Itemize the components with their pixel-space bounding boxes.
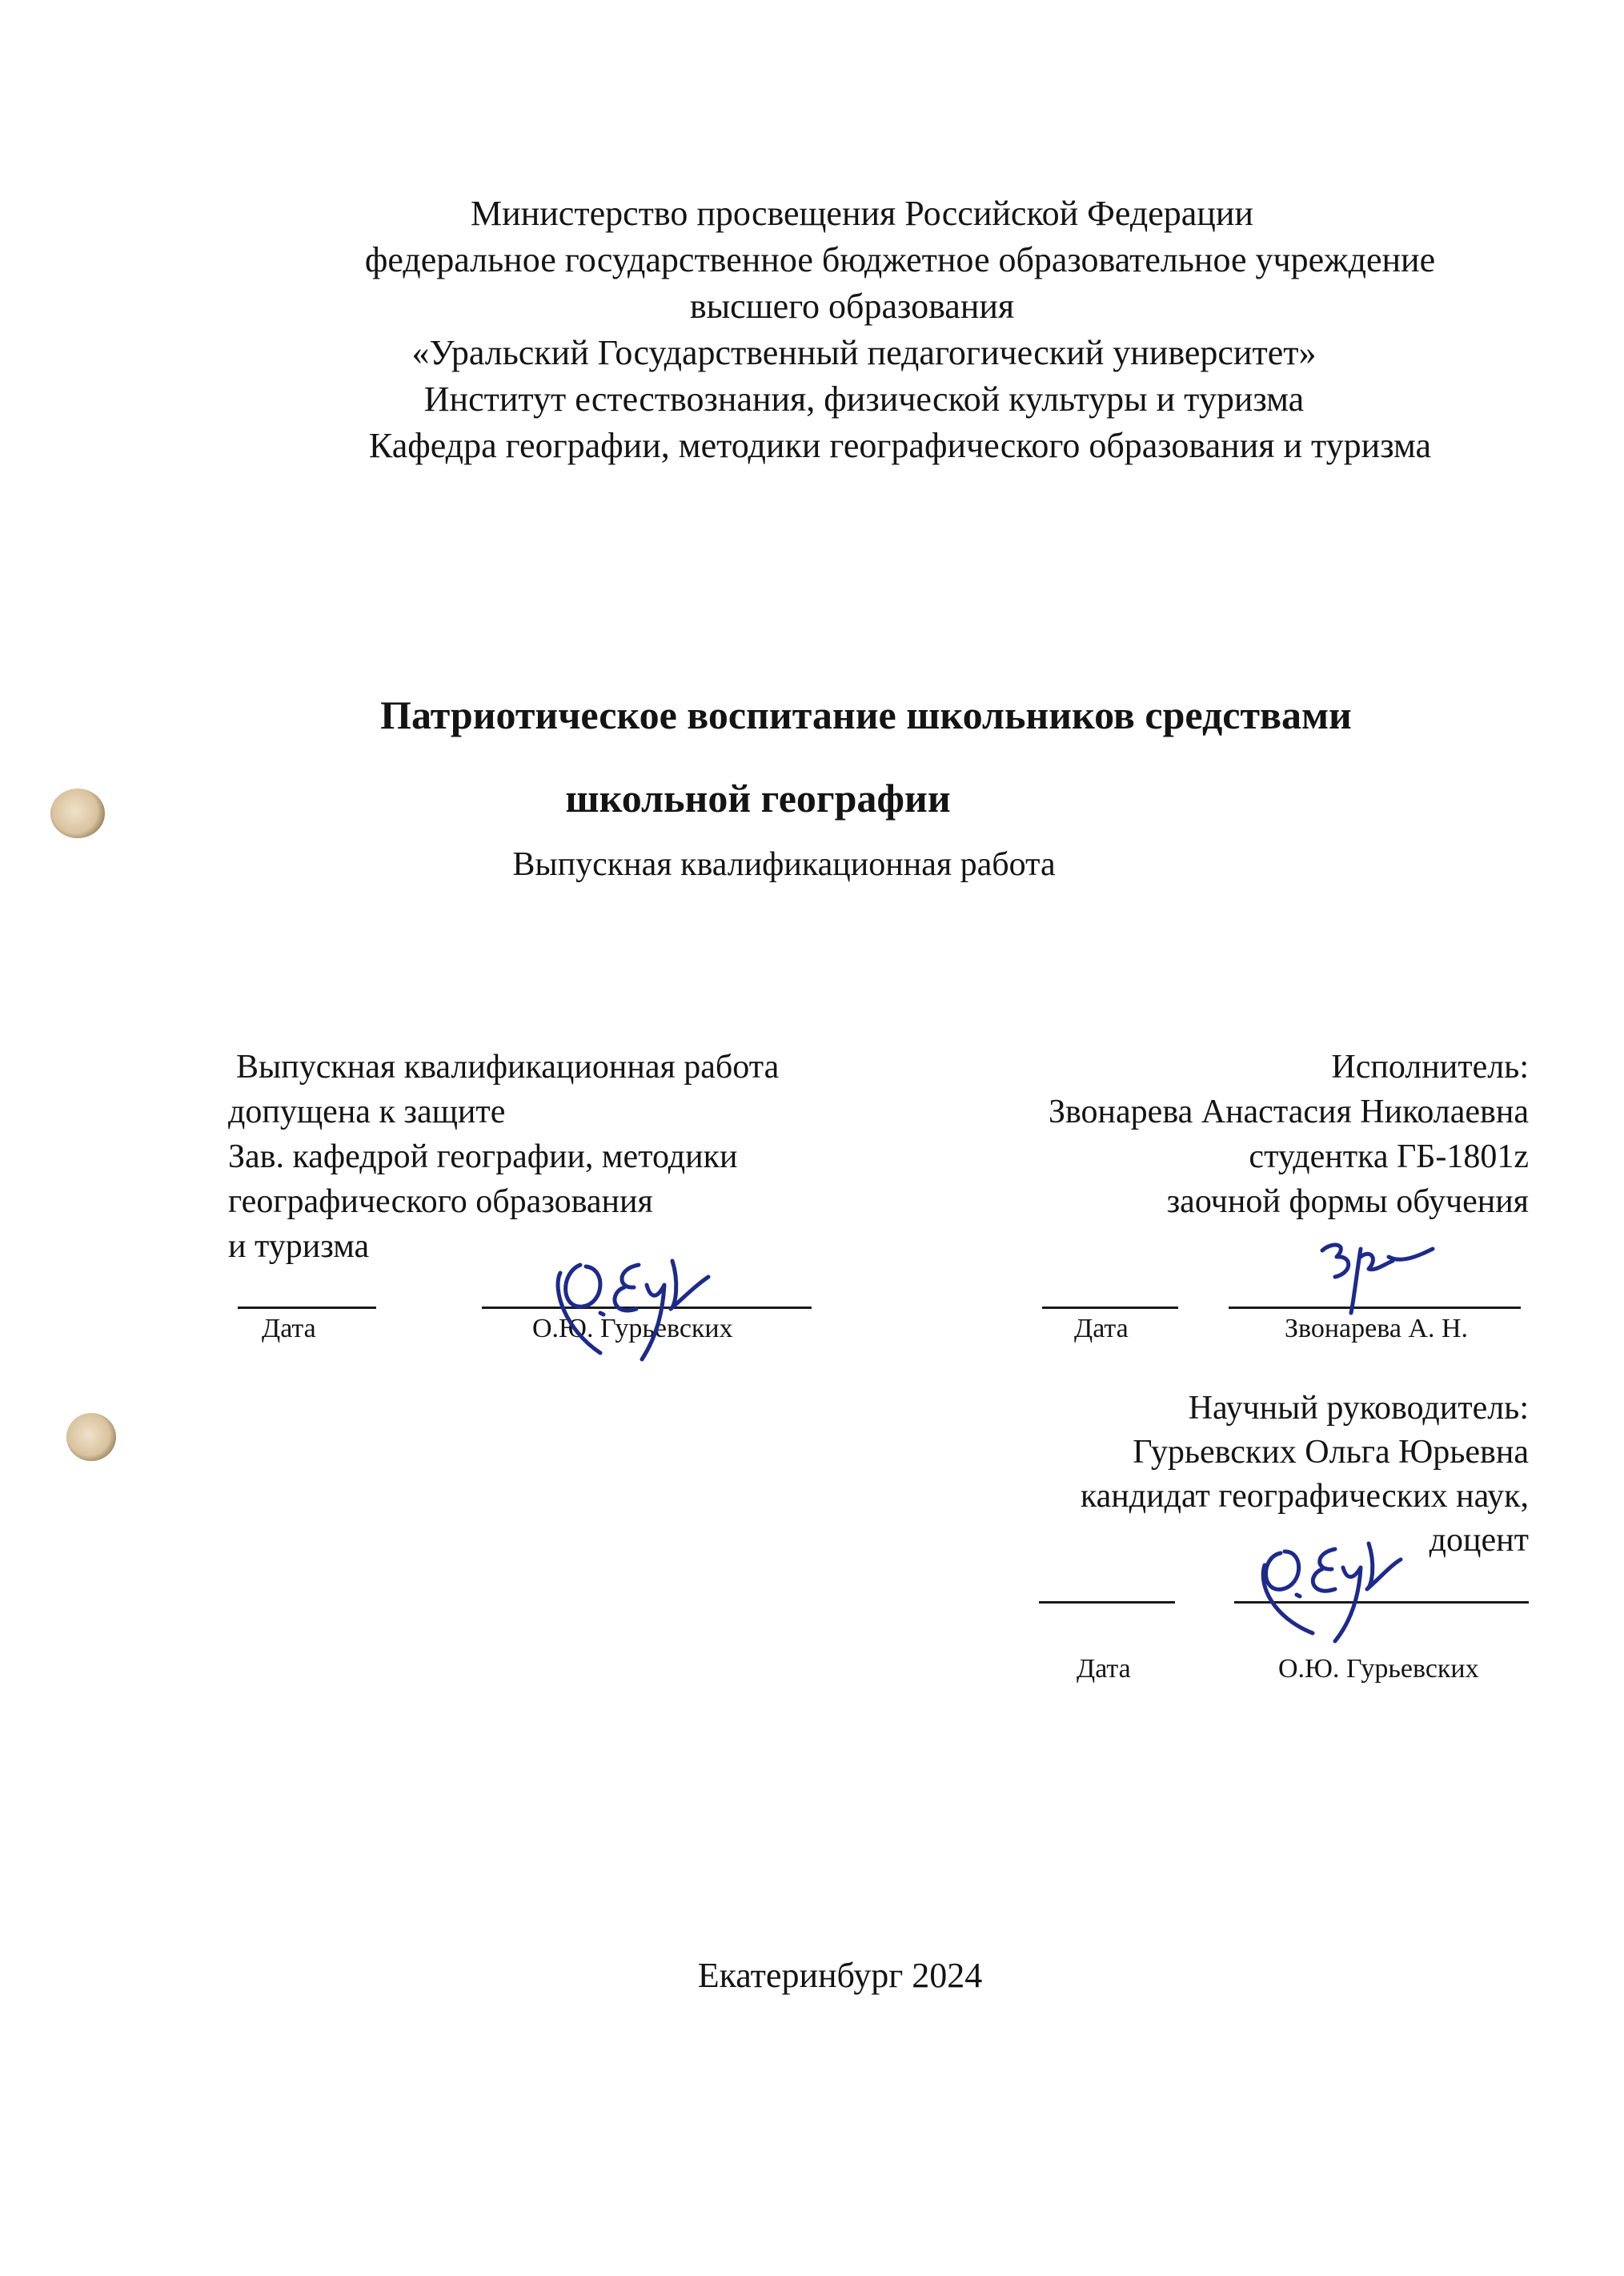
advisor-block	[848, 1387, 1529, 1563]
admission-line: Зав. кафедрой географии, методики	[228, 1138, 738, 1175]
executor-block	[848, 1045, 1529, 1224]
admission-line: допущена к защите	[228, 1094, 506, 1130]
executor-signature	[1313, 1233, 1449, 1321]
advisor-line: Научный руководитель:	[1188, 1390, 1529, 1427]
admission-signature	[544, 1241, 752, 1361]
thesis-title-line-2: школьной географии	[565, 776, 951, 821]
education-level-line: высшего образования	[689, 287, 1015, 326]
advisor-date-rule	[1039, 1601, 1175, 1604]
institute-line: Институт естествознания, физической культуры и туризма	[423, 379, 1305, 419]
executor-date-rule	[1042, 1307, 1178, 1309]
city-year	[0, 1953, 1624, 1998]
ministry-line: Министерство просвещения Российской Федерации	[471, 194, 1253, 233]
admission-line: и туризма	[228, 1228, 370, 1265]
admission-signer-caption: О.Ю. Гурьевских	[532, 1314, 733, 1343]
advisor-line: кандидат географических наук,	[1080, 1478, 1529, 1515]
thesis-title-line-1: Патриотическое воспитание школьников средствами	[380, 692, 1352, 737]
admission-block	[228, 1045, 779, 1269]
advisor-date-caption: Дата	[1077, 1654, 1131, 1684]
institution-header	[0, 191, 1624, 469]
admission-line: географического образования	[228, 1183, 653, 1220]
executor-line: заочной формы обучения	[1166, 1183, 1529, 1220]
advisor-line: Гурьевских Ольга Юрьевна	[1133, 1434, 1529, 1471]
institution-type-line: федеральное государственное бюджетное образовательное учреждение	[364, 240, 1436, 279]
admission-date-rule	[238, 1307, 376, 1309]
thesis-subtitle: Выпускная квалификационная работа	[512, 846, 1056, 883]
executor-date-caption: Дата	[1074, 1314, 1129, 1343]
advisor-signature	[1249, 1521, 1409, 1641]
executor-line: студентка ГБ-1801z	[1249, 1138, 1529, 1175]
punch-hole-bottom	[66, 1413, 116, 1461]
university-line: «Уральский Государственный педагогический университет»	[411, 333, 1317, 372]
department-line: Кафедра географии, методики географического образования и туризма	[368, 426, 1432, 465]
executor-line: Исполнитель:	[1331, 1049, 1529, 1086]
advisor-signer-caption: О.Ю. Гурьевских	[1278, 1654, 1479, 1684]
executor-line: Звонарева Анастасия Николаевна	[1048, 1094, 1529, 1130]
thesis-title-block	[0, 688, 1624, 887]
advisor-line: доцент	[1429, 1522, 1529, 1559]
city-year-text: Екатеринбург 2024	[697, 1956, 983, 1995]
admission-date-caption: Дата	[262, 1314, 316, 1343]
admission-line: Выпускная квалификационная работа	[236, 1049, 780, 1086]
executor-signer-caption: Звонарева А. Н.	[1285, 1314, 1469, 1343]
